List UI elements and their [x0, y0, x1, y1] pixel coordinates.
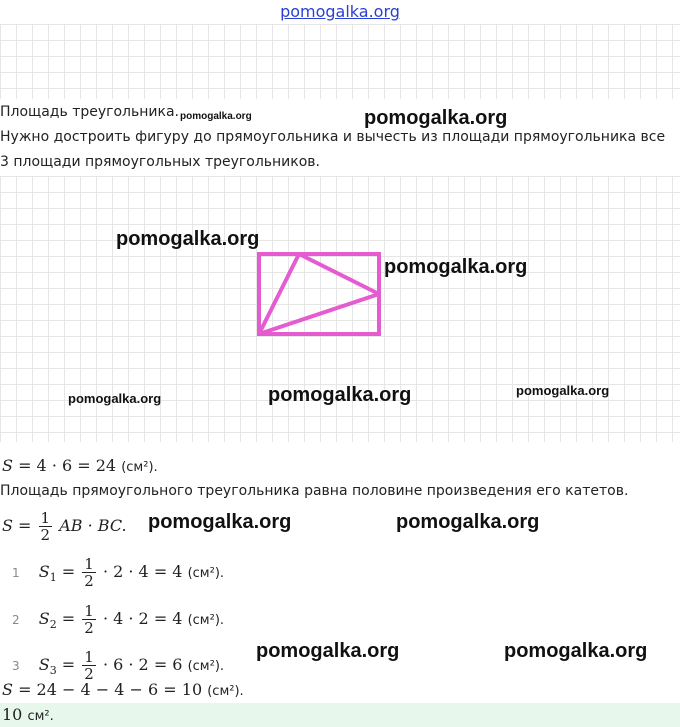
triangle	[259, 254, 379, 334]
watermark: pomogalka.org	[180, 111, 252, 122]
watermark: pomogalka.org	[68, 391, 162, 406]
answer-bar	[0, 703, 680, 727]
instruction-line-1: Нужно достроить фигуру до прямоугольника и вычесть из площади прямоугольника все	[0, 129, 666, 145]
step-2: 2 $S_2$ = $\frac{1}{2}$ · 4 · 2 = 4 (см²).	[12, 602, 225, 637]
triangle-area-formula: S = $\frac{1}{2}$ AB · BC.	[2, 509, 127, 544]
watermark: pomogalka.org	[268, 384, 412, 406]
watermark: pomogalka.org	[256, 640, 400, 662]
watermark: pomogalka.org	[384, 256, 528, 278]
watermark: pomogalka.org	[396, 511, 540, 533]
instruction-line-2: 3 площади прямоугольных треугольников.	[0, 154, 320, 170]
watermark: pomogalka.org	[116, 228, 260, 250]
step-number: 2	[12, 613, 20, 627]
step-number: 1	[12, 566, 20, 580]
answer: 10 см².	[2, 705, 54, 724]
grid-paper-top	[0, 24, 680, 99]
watermark: pomogalka.org	[148, 511, 292, 533]
rule-text: Площадь прямоугольного треугольника равна половине произведения его катетов.	[0, 483, 629, 499]
rect-area-formula: S = 4 · 6 = 24 (см²).	[2, 456, 158, 475]
step-3: 3 $S_3$ = $\frac{1}{2}$ · 6 · 2 = 6 (см²).	[12, 648, 225, 683]
watermark: pomogalka.org	[364, 107, 508, 129]
fraction: $\frac{1}{2}$	[40, 509, 51, 544]
watermark: pomogalka.org	[504, 640, 648, 662]
watermark: pomogalka.org	[516, 383, 610, 398]
step-number: 3	[12, 659, 20, 673]
final-calculation: S = 24 − 4 − 4 − 6 = 10 (см²).	[2, 680, 244, 699]
site-link[interactable]: pomogalka.org	[280, 2, 400, 21]
step-1: 1 $S_1$ = $\frac{1}{2}$ · 2 · 4 = 4 (см²).	[12, 555, 225, 590]
heading: Площадь треугольника.	[0, 104, 179, 120]
